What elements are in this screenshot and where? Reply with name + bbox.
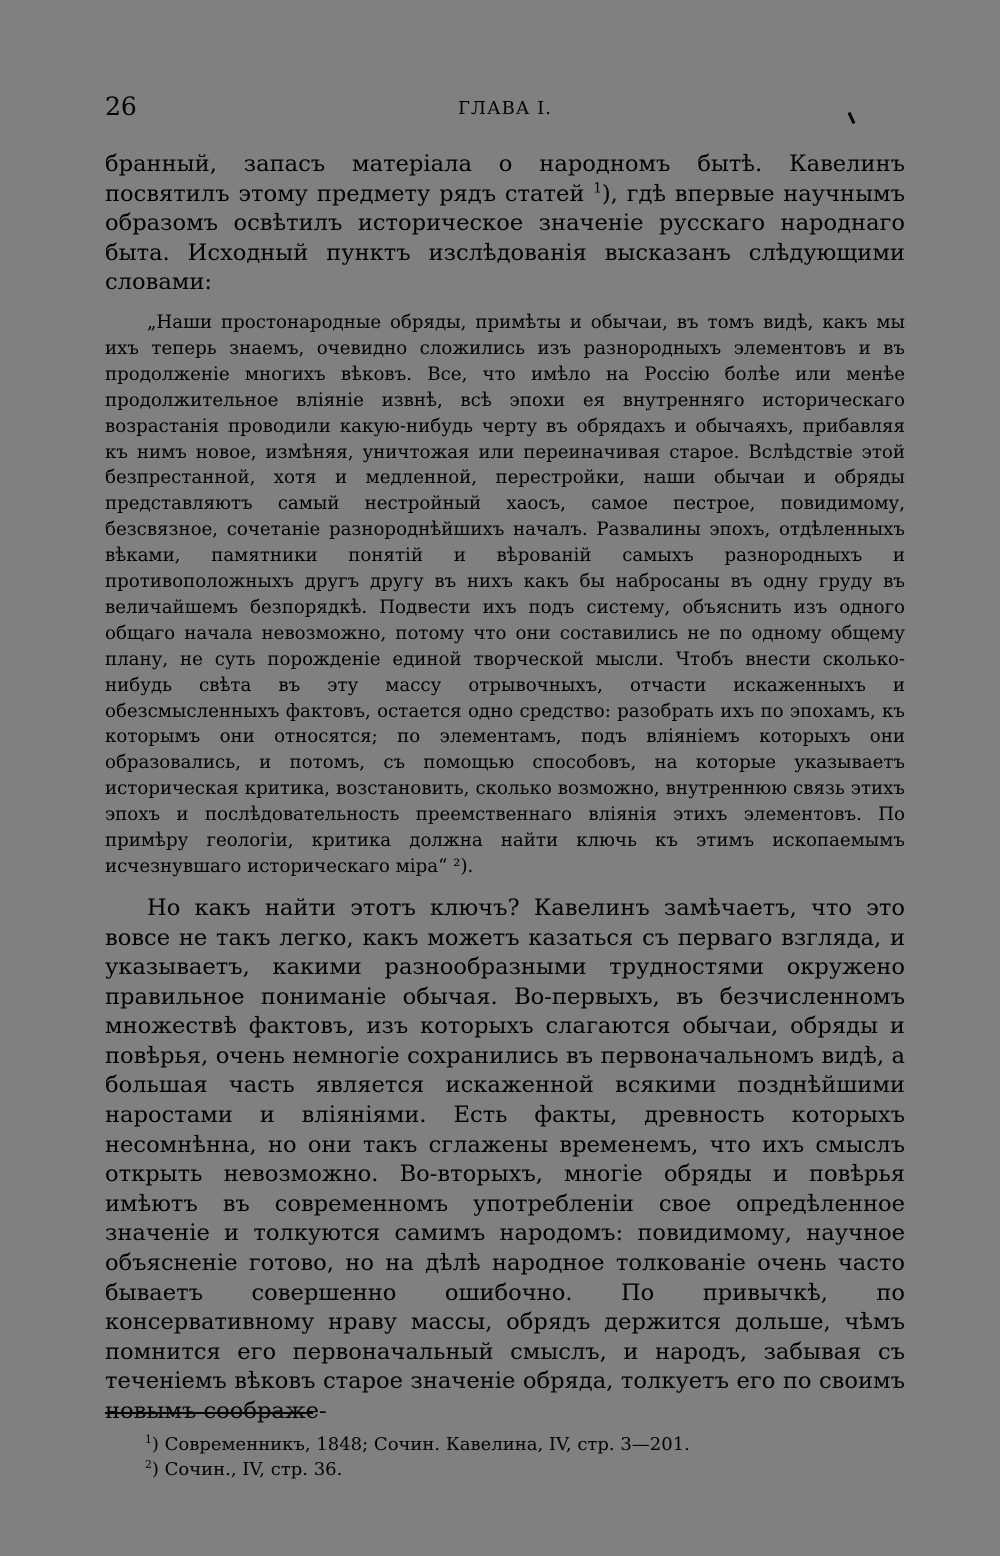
footnote-text: ) Сочин., IV, стр. 36.	[151, 1459, 343, 1480]
paragraph-2: Но какъ найти этотъ ключъ? Кавелинъ замѣчаетъ, что это вовсе не такъ легко, какъ можетъ казаться съ перваго взгляда, и указываетъ, какими разнообразными трудностями окружено правильное пониманіе обычая. Во-первыхъ, въ безчисленномъ множествѣ фактовъ, изъ которыхъ слагаются обычаи, обряды и повѣрья, очень немногіе сохранились въ первоначальномъ видѣ, а большая часть является искаженной всякими позднѣйшими наростами и вліяніями. Есть факты, древность которыхъ несомнѣнна, но они такъ сглажены временемъ, что ихъ смыслъ открыть невозможно. Во-вторыхъ, многіе обряды и повѣрья имѣютъ въ современномъ употребленіи свое опредѣленное значеніе и толкуются самимъ народомъ: повидимому, научное объясненіе готово, но на дѣлѣ народное толкованіе очень часто бываетъ совершенно ошибочно. По привычкѣ, по консервативному нраву массы, обрядъ держится дольше, чѣмъ помнится его первоначальный смыслъ, и народъ, забывая съ теченіемъ вѣковъ старое значеніе обряда, толкуетъ его по своимъ новымъ соображе-	[105, 894, 905, 1424]
running-header	[105, 92, 905, 126]
footnote-1	[145, 1432, 905, 1457]
footnote-mark: 2	[145, 1458, 152, 1471]
footnote-text: ) Современникъ, 1848; Сочин. Кавелина, IV, стр. 3—201.	[151, 1434, 690, 1455]
footnote-divider	[105, 1412, 313, 1414]
footnotes	[145, 1432, 905, 1482]
chapter-title: ГЛАВА I.	[458, 98, 552, 119]
paragraph-1: бранный, запасъ матеріала о народномъ бытѣ. Кавелинъ посвятилъ этому предмету рядъ статей $^1$), гдѣ впервые научнымъ образомъ освѣтилъ историческое значеніе русскаго народнаго быта. Исходный пунктъ изслѣдованія высказанъ слѣдующими словами:	[105, 151, 905, 296]
footnote-2	[145, 1457, 905, 1482]
page-number: 26	[105, 92, 137, 121]
block-quote	[105, 310, 905, 880]
body-text	[105, 150, 905, 1427]
quote-text: „Наши простонародные обряды, примѣты и обычаи, въ томъ видѣ, какъ мы ихъ теперь знаемъ, очевидно сложились изъ разнородныхъ элементовъ и въ продолженіе многихъ вѣковъ. Все, что имѣло на Россію болѣе или менѣе продолжительное вліяніе извнѣ, всѣ эпохи ея внутренняго историческаго возрастанія проводили какую-нибудь черту въ обрядахъ и обычаяхъ, прибавляя къ нимъ новое, измѣняя, уничтожая или переиначивая старое. Вслѣдствіе этой безпрестанной, хотя и медленной, перестройки, наши обычаи и обряды представляютъ самый нестройный хаосъ, самое пестрое, повидимому, безсвязное, сочетаніе разнороднѣйшихъ началъ. Развалины эпохъ, отдѣленныхъ вѣками, памятники понятій и вѣрованій самыхъ разнородныхъ и противоположныхъ другъ другу въ нихъ какъ бы набросаны въ одну груду въ величайшемъ безпорядкѣ. Подвести ихъ подъ систему, объяснить изъ одного общаго начала невозможно, потому что они составились не по одному общему плану, не суть порожденіе единой творческой мысли. Чтобъ внести сколько-нибудь свѣта въ эту массу отрывочныхъ, отчасти искаженныхъ и обезсмысленныхъ фактовъ, остается одно средство: разобрать ихъ по эпохамъ, къ которымъ они относятся; по элементамъ, подъ вліяніемъ которыхъ они образовались, и потомъ, съ помощью способовъ, на которые указываетъ историческая критика, возстановить, сколько возможно, внутреннюю связь этихъ эпохъ и послѣдовательность преемственнаго вліянія этихъ элементовъ. По примѣру геологіи, критика должна найти ключь къ этимъ ископаемымъ исчезнувшаго историческаго міра“ ²).	[105, 311, 905, 877]
footnote-mark: 1	[145, 1433, 152, 1446]
footnote-ref-1: 1	[593, 180, 602, 197]
